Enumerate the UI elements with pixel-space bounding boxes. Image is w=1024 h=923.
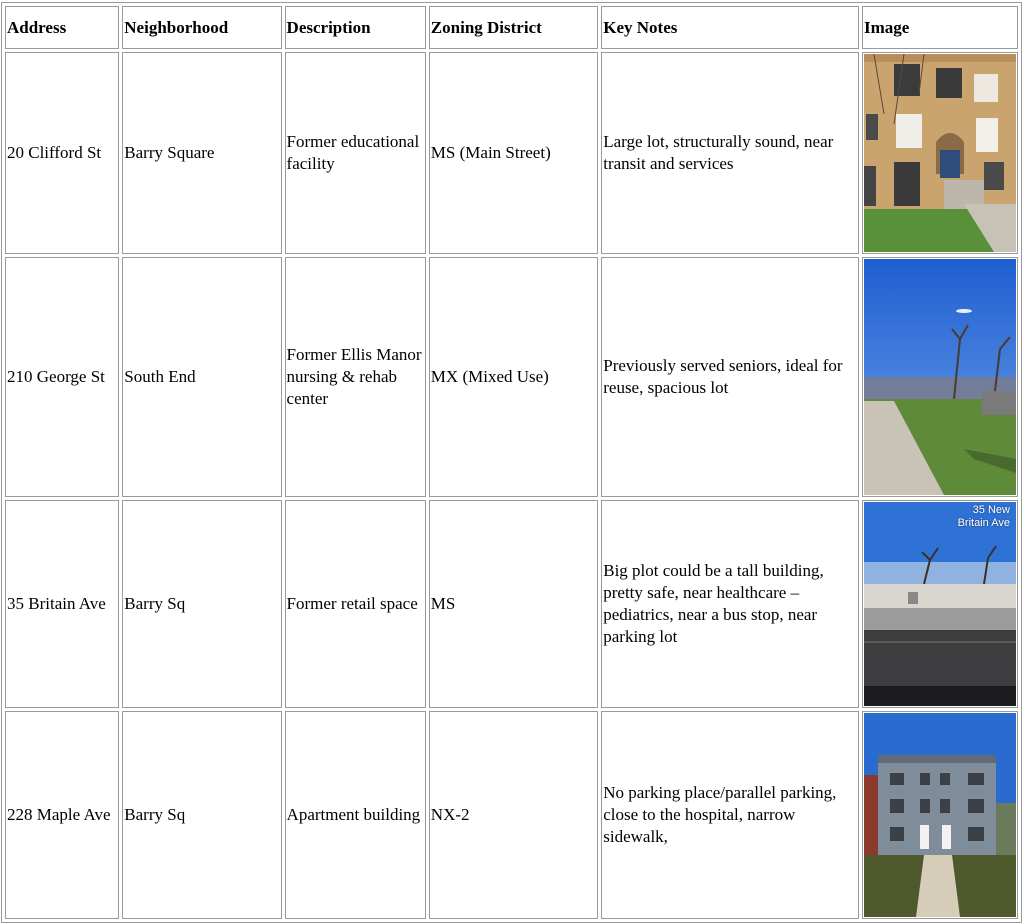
properties-table (1, 2, 1022, 923)
header-address: Address (5, 6, 119, 49)
cell-address: 228 Maple Ave (5, 711, 119, 919)
school-building-photo (864, 54, 1016, 252)
cell-image (862, 52, 1018, 254)
street-lot-photo (864, 502, 1016, 706)
cell-zoning: MS (Main Street) (429, 52, 598, 254)
cell-address: 210 George St (5, 257, 119, 497)
cell-address: 20 Clifford St (5, 52, 119, 254)
photo-caption: 35 New Britain Ave (957, 504, 1010, 529)
header-image: Image (862, 6, 1018, 49)
cell-description: Apartment building (285, 711, 426, 919)
cell-notes: No parking place/parallel parking, close to the hospital, narrow sidewalk, (601, 711, 859, 919)
header-neighborhood: Neighborhood (122, 6, 281, 49)
cell-zoning: MX (Mixed Use) (429, 257, 598, 497)
header-row (5, 6, 1018, 49)
cell-image (862, 500, 1018, 708)
cell-image (862, 711, 1018, 919)
table-row (5, 500, 1018, 708)
cell-neighborhood: South End (122, 257, 281, 497)
header-notes: Key Notes (601, 6, 859, 49)
cell-zoning: MS (429, 500, 598, 708)
cell-notes: Large lot, structurally sound, near transit and services (601, 52, 859, 254)
table-row (5, 52, 1018, 254)
cell-neighborhood: Barry Sq (122, 711, 281, 919)
cell-description: Former retail space (285, 500, 426, 708)
table-row (5, 257, 1018, 497)
cell-description: Former educational facility (285, 52, 426, 254)
cell-zoning: NX-2 (429, 711, 598, 919)
cell-description: Former Ellis Manor nursing & rehab center (285, 257, 426, 497)
cell-notes: Big plot could be a tall building, pretty safe, near healthcare – pediatrics, near a bus stop, near parking lot (601, 500, 859, 708)
header-zoning: Zoning District (429, 6, 598, 49)
apartment-building-photo (864, 713, 1016, 917)
sidewalk-lawn-photo (864, 259, 1016, 495)
cell-image (862, 257, 1018, 497)
cell-notes: Previously served seniors, ideal for reuse, spacious lot (601, 257, 859, 497)
cell-neighborhood: Barry Square (122, 52, 281, 254)
table-row (5, 711, 1018, 919)
header-description: Description (285, 6, 426, 49)
cell-address: 35 Britain Ave (5, 500, 119, 708)
cell-neighborhood: Barry Sq (122, 500, 281, 708)
